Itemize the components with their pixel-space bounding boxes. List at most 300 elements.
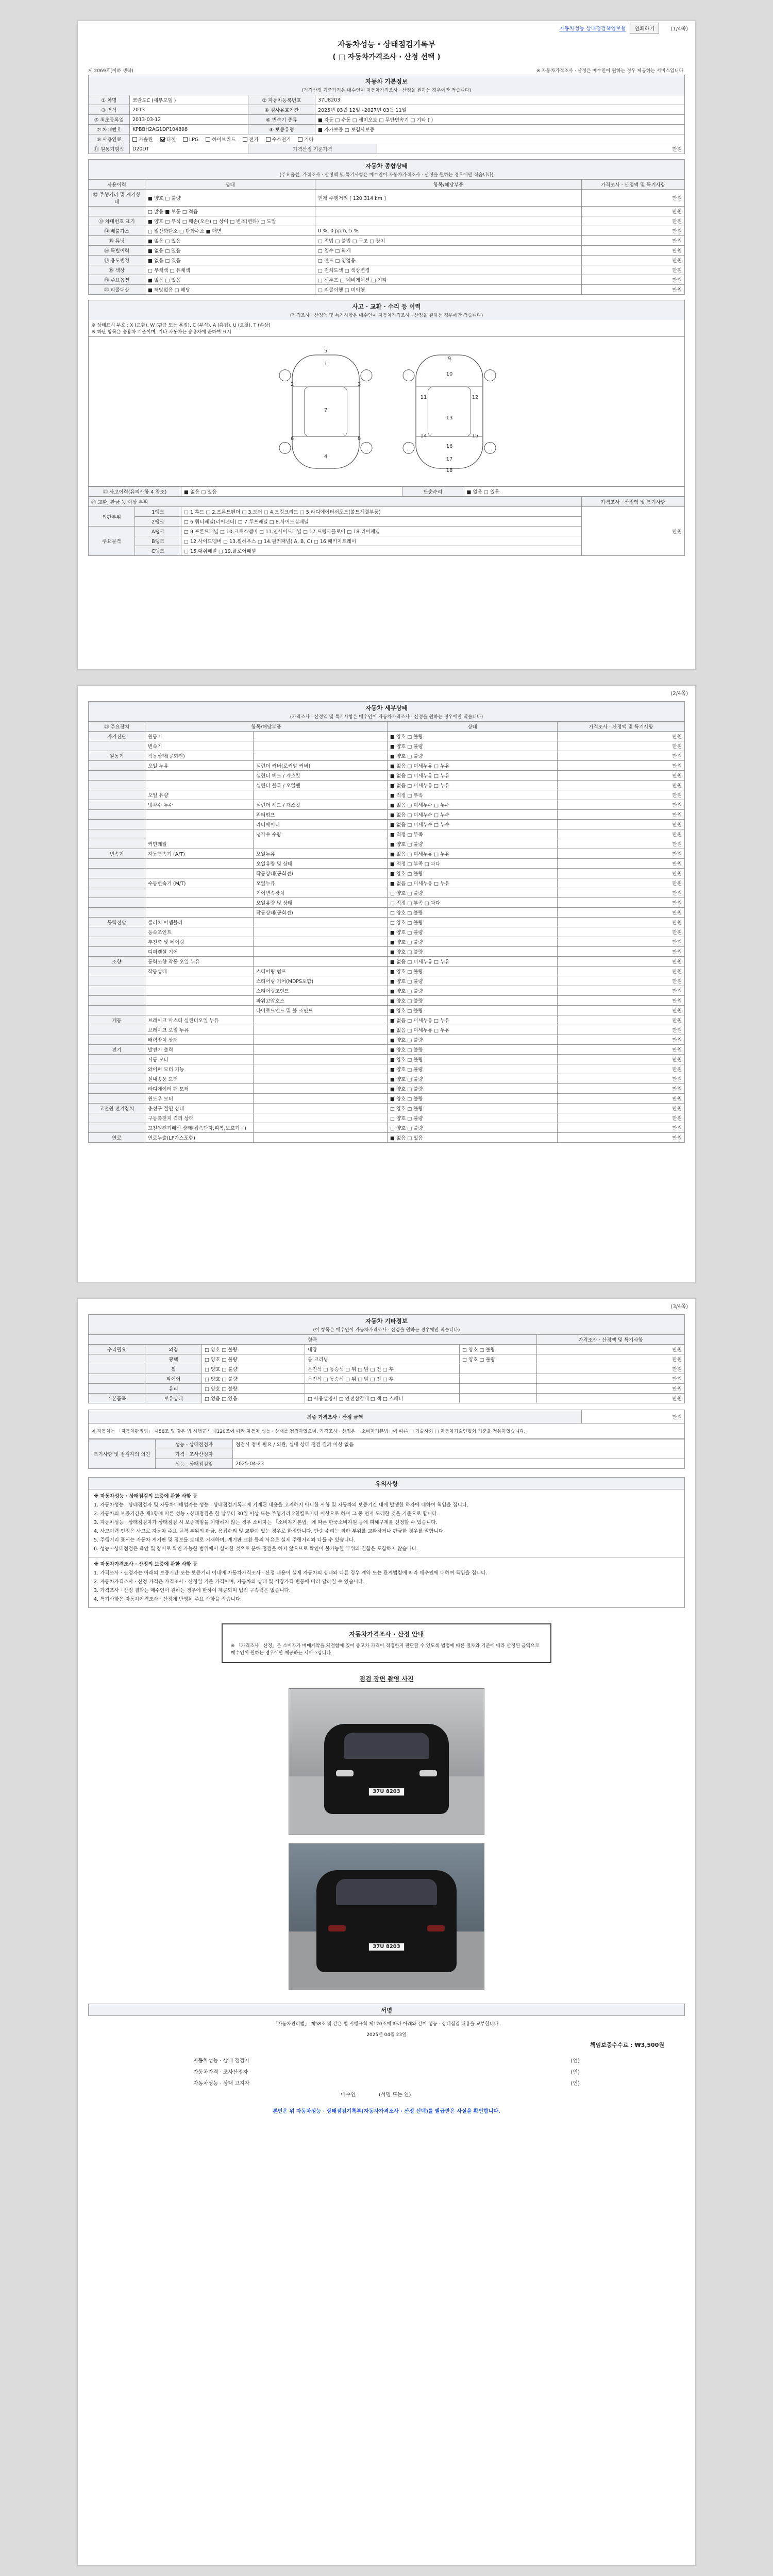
basic-value: 2025년 03월 12일~2027년 03월 11일 bbox=[315, 105, 685, 115]
receiver-sign: (서명 또는 인) bbox=[379, 2092, 411, 2098]
detail-header: ㉓ 주요장치 bbox=[89, 722, 145, 732]
detail-unit: 만원 bbox=[558, 888, 685, 898]
meta-right: ※ 자동차가격조사 · 산정은 매수인이 원하는 경우 제공하는 서비스입니다. bbox=[536, 69, 685, 74]
checkbox-icon[interactable] bbox=[183, 137, 188, 142]
special-row bbox=[89, 1439, 685, 1449]
notice-item: 2. 자동차의 보증기간은 제1항에 따른 성능 · 상태점검을 한 날부터 30일 이상 또는 주행거리 2천킬로미터 이상으로 하며 그 중 먼저 도래한 것을 기준으로 합니다. bbox=[94, 1511, 439, 1517]
detail-part bbox=[254, 1055, 388, 1064]
detail-row bbox=[89, 1074, 685, 1084]
detail-note: (가격조사 · 산정액 및 특기사항은 매수인이 자동차가격조사 · 산정을 원하는 경우에만 적습니다) bbox=[88, 713, 685, 721]
detail-state: ■ 없음 □ 있음 bbox=[388, 1133, 558, 1143]
detail-state: ■ 없음 □ 미세누유 □ 누유 bbox=[388, 781, 558, 790]
detail-part bbox=[254, 918, 388, 927]
status-name: ⑰ 용도변경 bbox=[89, 256, 145, 265]
insurance-link[interactable]: 자동차성능 상태점검책임보험 bbox=[559, 26, 626, 32]
detail-state: ■ 양호 □ 불량 bbox=[388, 751, 558, 761]
detail-state: ■ 양호 □ 불량 bbox=[388, 986, 558, 996]
detail-header: 항목/해당부품 bbox=[145, 722, 388, 732]
fuel-option bbox=[243, 137, 258, 143]
basic-row bbox=[89, 115, 685, 125]
detail-row bbox=[89, 878, 685, 888]
page-number: (2/4쪽) bbox=[670, 691, 688, 697]
detail-row bbox=[89, 918, 685, 927]
detail-item: 발전기 출력 bbox=[145, 1045, 254, 1055]
notice-warranty bbox=[88, 1489, 685, 1557]
car-diagram-svg bbox=[89, 337, 685, 486]
status-unit: 만원 bbox=[582, 256, 685, 265]
detail-unit: 만원 bbox=[558, 986, 685, 996]
detail-state: ■ 없음 □ 미세누수 □ 누수 bbox=[388, 820, 558, 829]
price-guide-text: ※ 「가격조사 · 산정」은 소비자가 매매계약을 체결함에 있어 중고차 가격이 적정한지 판단할 수 있도록 법령에 따른 절차와 기준에 따라 산정된 금액으로 매수인이 원하는 경우에만 제공하는 서비스입니다. bbox=[231, 1643, 540, 1656]
detail-section bbox=[88, 701, 685, 1143]
extra-group bbox=[89, 1354, 145, 1364]
document-title: 자동차성능 · 상태점검기록부 bbox=[337, 40, 436, 49]
detail-state: ■ 양호 □ 불량 bbox=[388, 1064, 558, 1074]
detail-state: ■ 없음 □ 미세누유 □ 누유 bbox=[388, 761, 558, 771]
detail-part: 스티어링 기어(MDPS포함) bbox=[254, 976, 388, 986]
detail-state: ■ 양호 □ 불량 bbox=[388, 839, 558, 849]
checkbox-icon[interactable] bbox=[132, 137, 137, 142]
notice-price-title: ※ 자동차가격조사 · 산정의 보증에 관한 사항 등 bbox=[94, 1562, 198, 1567]
detail-item: 오일 유량 bbox=[145, 790, 254, 800]
sign-band: 서명 bbox=[88, 2004, 685, 2016]
detail-group bbox=[89, 859, 145, 869]
notice-item: 1. 가격조사 · 산정자는 아래의 보증기간 또는 보증거리 이내에 자동차가격조사 · 산정 내용이 실제 자동차의 상태와 다른 경우 계약 또는 관계법령에 따라 매수인에 대하여 책임을 집니다. bbox=[94, 1570, 488, 1576]
extra-item2: 룸 크리닝 bbox=[305, 1354, 460, 1364]
status-detail: 현재 주행거리 [ 120,314 km ] bbox=[315, 190, 582, 207]
detail-item: 커먼레일 bbox=[145, 839, 254, 849]
photo-plate-rear: 37U 8203 bbox=[368, 1943, 405, 1951]
status-table bbox=[88, 179, 685, 295]
detail-unit: 만원 bbox=[558, 1074, 685, 1084]
document-subtitle: ( □ 자동차가격조사 · 산정 선택 ) bbox=[332, 53, 441, 61]
special-table bbox=[88, 1439, 685, 1469]
detail-group: 동력전달 bbox=[89, 918, 145, 927]
detail-unit: 만원 bbox=[558, 1055, 685, 1064]
basic-info-table bbox=[88, 95, 685, 154]
detail-group bbox=[89, 810, 145, 820]
detail-part: 스티어링 펌프 bbox=[254, 967, 388, 976]
detail-part: 파워고압호스 bbox=[254, 996, 388, 1006]
detail-unit: 만원 bbox=[558, 829, 685, 839]
detail-state: ■ 없음 □ 미세누유 □ 누유 bbox=[388, 849, 558, 859]
detail-state: ■ 없음 □ 미세누유 □ 누유 bbox=[388, 1015, 558, 1025]
special-row-label: 가격 · 조사산정자 bbox=[156, 1449, 233, 1459]
extra-unit: 만원 bbox=[537, 1364, 685, 1374]
detail-unit: 만원 bbox=[558, 869, 685, 878]
detail-part bbox=[254, 839, 388, 849]
price-base-label: 가격산정 기준가격 bbox=[248, 144, 377, 154]
fuel-option bbox=[183, 137, 198, 143]
status-state: ■ 없음 □ 있음 bbox=[145, 246, 315, 256]
simple-repair-value: ■ 없음 □ 있음 bbox=[464, 487, 685, 497]
detail-row bbox=[89, 1113, 685, 1123]
sign-date: 2025년 04월 23일 bbox=[366, 2032, 407, 2038]
detail-part bbox=[254, 937, 388, 947]
detail-part: 작동상태(공회전) bbox=[254, 869, 388, 878]
extra-group bbox=[89, 1384, 145, 1394]
page-number: (1/4쪽) bbox=[670, 26, 688, 32]
detail-state: ■ 양호 □ 불량 bbox=[388, 1045, 558, 1055]
extra-state: □ 양호 □ 불량 bbox=[202, 1354, 305, 1364]
detail-unit: 만원 bbox=[558, 732, 685, 741]
basic-value-main: 코란도C bbox=[132, 98, 150, 104]
detail-item bbox=[145, 986, 254, 996]
status-state: ■ 양호 □ 불량 bbox=[145, 190, 315, 207]
detail-part bbox=[254, 1064, 388, 1074]
page-2 bbox=[77, 685, 696, 1283]
detail-row bbox=[89, 927, 685, 937]
detail-part bbox=[254, 741, 388, 751]
detail-state: ■ 없음 □ 미세누수 □ 누수 bbox=[388, 810, 558, 820]
notice-item: 3. 자동차성능 · 상태점검자가 상태점검 시 보증책임을 이행하지 않는 경우 소비자는 「소비자기본법」에 따른 한국소비자원 등에 피해구제를 신청할 수 있습니다. bbox=[94, 1520, 438, 1526]
rank-name: A랭크 bbox=[135, 527, 181, 536]
detail-row bbox=[89, 781, 685, 790]
status-header: 항목/해당부품 bbox=[315, 180, 582, 190]
basic-label: ⑦ 차대번호 bbox=[89, 125, 130, 134]
detail-group bbox=[89, 878, 145, 888]
rank-name: 1랭크 bbox=[135, 507, 181, 517]
detail-item bbox=[145, 898, 254, 908]
status-row bbox=[89, 275, 685, 285]
detail-row bbox=[89, 1084, 685, 1094]
extra-state: □ 없음 □ 있음 bbox=[202, 1394, 305, 1403]
extra-row bbox=[89, 1354, 685, 1364]
page-1 bbox=[77, 21, 696, 670]
status-state: ■ 없음 □ 있음 bbox=[145, 275, 315, 285]
extra-unit: 만원 bbox=[537, 1394, 685, 1403]
basic-label: ③ 연식 bbox=[89, 105, 130, 115]
detail-group bbox=[89, 986, 145, 996]
panel-number: 10 bbox=[446, 371, 453, 377]
extra-unit: 만원 bbox=[537, 1354, 685, 1364]
detail-unit: 만원 bbox=[558, 1123, 685, 1133]
signer-row bbox=[191, 2054, 582, 2065]
detail-group bbox=[89, 996, 145, 1006]
fuel-option-label: 가솔린 bbox=[139, 137, 153, 143]
detail-part bbox=[254, 790, 388, 800]
detail-unit: 만원 bbox=[558, 918, 685, 927]
panel-number: 16 bbox=[446, 444, 453, 449]
detail-state: ■ 없음 □ 미세누유 □ 누유 bbox=[388, 878, 558, 888]
basic-info-band: 자동차 기본정보 bbox=[88, 75, 685, 87]
extra-item2 bbox=[305, 1384, 460, 1394]
detail-group bbox=[89, 1094, 145, 1104]
detail-group: 조향 bbox=[89, 957, 145, 967]
detail-item: 작동상태 bbox=[145, 967, 254, 976]
detail-part bbox=[254, 1045, 388, 1055]
detail-state: □ 양호 □ 불량 bbox=[388, 1113, 558, 1123]
status-header: 사용이력 bbox=[89, 180, 145, 190]
detail-part: 스티어링조인트 bbox=[254, 986, 388, 996]
status-state: □ 많음 ■ 보통 □ 적음 bbox=[145, 207, 315, 216]
detail-item: 충전구 절연 상태 bbox=[145, 1104, 254, 1113]
detail-item: 동력조향 작동 오일 누유 bbox=[145, 957, 254, 967]
detail-part bbox=[254, 1113, 388, 1123]
detail-part: 오일누유 bbox=[254, 878, 388, 888]
detail-state: ■ 양호 □ 불량 bbox=[388, 741, 558, 751]
detail-unit: 만원 bbox=[558, 810, 685, 820]
detail-row bbox=[89, 732, 685, 741]
basic-value-sub: (세부모델 ) bbox=[152, 98, 176, 104]
detail-part: 기어변속장치 bbox=[254, 888, 388, 898]
page-3 bbox=[77, 1298, 696, 2566]
special-row-value: 점검시 정비 필요 / 외관, 실내 상태 점검 결과 이상 없음 bbox=[233, 1439, 685, 1449]
detail-item: 시동 모터 bbox=[145, 1055, 254, 1064]
detail-group bbox=[89, 741, 145, 751]
detail-group bbox=[89, 937, 145, 947]
detail-state: ■ 양호 □ 불량 bbox=[388, 927, 558, 937]
detail-header: 가격조사 · 산정액 및 특기사항 bbox=[558, 722, 685, 732]
status-state: ■ 없음 □ 있음 bbox=[145, 236, 315, 246]
extra-group bbox=[89, 1364, 145, 1374]
detail-part: 작동상태(공회전) bbox=[254, 908, 388, 918]
extra-group bbox=[89, 1374, 145, 1384]
status-detail: □ 선루프 □ 네비게이션 □ 기타 bbox=[315, 275, 582, 285]
accident-legend bbox=[88, 320, 685, 337]
checkbox-icon[interactable] bbox=[206, 137, 210, 142]
rank-items: □ 6.쿼터패널(리어펜더) □ 7.루프패널 □ 8.사이드실패널 bbox=[181, 517, 582, 527]
detail-row bbox=[89, 1045, 685, 1055]
detail-part bbox=[254, 947, 388, 957]
detail-unit: 만원 bbox=[558, 1035, 685, 1045]
checkbox-icon[interactable] bbox=[243, 137, 247, 142]
basic-row bbox=[89, 105, 685, 115]
fuel-option-label: 하이브리드 bbox=[212, 137, 236, 143]
detail-part: 워터펌프 bbox=[254, 810, 388, 820]
rank-items: □ 9.프론트패널 □ 10.크로스멤버 □ 11.인사이드패널 □ 17.트렁크플로어 □ 18.리어패널 bbox=[181, 527, 582, 536]
notice-item: 4. 사고이력 인정은 사고로 자동차 주요 골격 부위의 판금, 용접수리 및 교환이 있는 경우로 한정합니다. 단순 수리는 외판 부위를 교환하거나 판금한 경우를 말합니다. bbox=[94, 1529, 445, 1534]
detail-state: ■ 양호 □ 불량 bbox=[388, 996, 558, 1006]
detail-item: 고전원전기배선 상태(접속단자,피복,보호기구) bbox=[145, 1123, 254, 1133]
detail-part bbox=[254, 1094, 388, 1104]
detail-header: 상태 bbox=[388, 722, 558, 732]
detail-state: ■ 없음 □ 미세누유 □ 누유 bbox=[388, 771, 558, 781]
detail-group bbox=[89, 1025, 145, 1035]
detail-unit: 만원 bbox=[558, 996, 685, 1006]
panel-number: 14 bbox=[420, 433, 427, 439]
detail-row bbox=[89, 1006, 685, 1015]
detail-group bbox=[89, 790, 145, 800]
extra-row bbox=[89, 1364, 685, 1374]
detail-part bbox=[254, 732, 388, 741]
detail-state: □ 적정 □ 부족 □ 과다 bbox=[388, 898, 558, 908]
frame-table bbox=[88, 497, 685, 556]
detail-row bbox=[89, 947, 685, 957]
detail-group: 전기 bbox=[89, 1045, 145, 1055]
detail-item: 구동축전지 격리 상태 bbox=[145, 1113, 254, 1123]
detail-unit: 만원 bbox=[558, 1064, 685, 1074]
status-detail: □ 적법 □ 불법 □ 구조 □ 장치 bbox=[315, 236, 582, 246]
detail-unit: 만원 bbox=[558, 1113, 685, 1123]
detail-row bbox=[89, 771, 685, 781]
basic-value bbox=[130, 115, 248, 125]
basic-value bbox=[130, 105, 248, 115]
detail-state: □ 양호 □ 불량 bbox=[388, 1104, 558, 1113]
detail-state: ■ 양호 □ 불량 bbox=[388, 1055, 558, 1064]
detail-unit: 만원 bbox=[558, 1094, 685, 1104]
rank-name: C랭크 bbox=[135, 546, 181, 556]
status-name: ⑮ 튜닝 bbox=[89, 236, 145, 246]
accident-section bbox=[88, 300, 685, 556]
panel-number: 15 bbox=[472, 433, 479, 439]
detail-unit: 만원 bbox=[558, 957, 685, 967]
detail-row bbox=[89, 810, 685, 820]
status-note: (주요옵션, 가격조사 · 산정액 및 특기사항은 매수인이 자동차가격조사 · 산정을 원하는 경우에만 적습니다) bbox=[88, 171, 685, 179]
checkbox-icon[interactable] bbox=[266, 137, 271, 142]
detail-item bbox=[145, 1006, 254, 1015]
extra-table bbox=[88, 1334, 685, 1403]
extra-item: 보유상태 bbox=[145, 1394, 202, 1403]
detail-item: 오일 누유 bbox=[145, 761, 254, 771]
basic-label: ④ 검사유효기간 bbox=[248, 105, 315, 115]
detail-unit: 만원 bbox=[558, 898, 685, 908]
detail-part bbox=[254, 751, 388, 761]
detail-item bbox=[145, 829, 254, 839]
main-frame-label: 주요골격 bbox=[89, 527, 135, 556]
status-unit: 만원 bbox=[582, 226, 685, 236]
meta-line bbox=[88, 67, 685, 74]
status-row bbox=[89, 256, 685, 265]
detail-group bbox=[89, 1084, 145, 1094]
fuel-option-label: 기타 bbox=[304, 137, 314, 143]
status-state: ■ 없음 □ 있음 bbox=[145, 256, 315, 265]
basic-value-main: KPBBH2AG1DP104898 bbox=[132, 126, 188, 132]
signer-mark: (인) bbox=[570, 2069, 580, 2075]
panel-number: 18 bbox=[446, 468, 453, 473]
detail-part bbox=[254, 1084, 388, 1094]
detail-item: 작동상태(공회전) bbox=[145, 751, 254, 761]
detail-item: 실내송풍 모터 bbox=[145, 1074, 254, 1084]
detail-group bbox=[89, 967, 145, 976]
detail-unit: 만원 bbox=[558, 781, 685, 790]
detail-item bbox=[145, 888, 254, 898]
detail-unit: 만원 bbox=[558, 849, 685, 859]
panel-number: 5 bbox=[324, 348, 328, 354]
basic-value: ■ 자가보증 □ 보험사보증 bbox=[315, 125, 685, 134]
detail-group bbox=[89, 1123, 145, 1133]
detail-row bbox=[89, 1055, 685, 1064]
detail-part: 오일유량 및 상태 bbox=[254, 898, 388, 908]
basic-info-note: (가격산정 기준가격은 매수인이 자동차가격조사 · 산정을 원하는 경우에만 적습니다) bbox=[88, 87, 685, 95]
detail-item: 배력장치 상태 bbox=[145, 1035, 254, 1045]
signer-row bbox=[191, 2065, 582, 2077]
detail-state: ■ 적정 □ 부족 bbox=[388, 790, 558, 800]
fuel-option bbox=[132, 137, 153, 143]
status-detail: □ 전체도색 □ 색상변경 bbox=[315, 265, 582, 275]
detail-row bbox=[89, 849, 685, 859]
extra-state2 bbox=[460, 1384, 537, 1394]
accident-band: 사고 · 교환 · 수리 등 이력 bbox=[88, 300, 685, 312]
extra-group: 기본품목 bbox=[89, 1394, 145, 1403]
receiver-label: 매수인 bbox=[341, 2092, 356, 2098]
extra-item: 광택 bbox=[145, 1354, 202, 1364]
detail-part: 라디에이터 bbox=[254, 820, 388, 829]
extra-note: (이 항목은 매수인이 자동차가격조사 · 산정을 원하는 경우에만 적습니다) bbox=[88, 1326, 685, 1334]
detail-unit: 만원 bbox=[558, 741, 685, 751]
detail-table bbox=[88, 721, 685, 1143]
status-unit: 만원 bbox=[582, 285, 685, 295]
status-detail: □ 렌트 □ 영업용 bbox=[315, 256, 582, 265]
print-button[interactable]: 인쇄하기 bbox=[630, 23, 659, 33]
rank-items: □ 12.사이드멤버 □ 13.휠하우스 □ 14.필러패널( A, B, C) □ 16.패키지트레이 bbox=[181, 536, 582, 546]
extra-unit: 만원 bbox=[537, 1384, 685, 1394]
detail-part bbox=[254, 957, 388, 967]
page-number: (3/4쪽) bbox=[670, 1304, 688, 1310]
status-state: ■ 해당없음 □ 해당 bbox=[145, 285, 315, 295]
detail-unit: 만원 bbox=[558, 1045, 685, 1055]
panel-number: 12 bbox=[472, 395, 479, 400]
fuel-label: ⑨ 사용연료 bbox=[89, 134, 130, 144]
status-unit: 만원 bbox=[582, 216, 685, 226]
status-name: ⑳ 리콜대상 bbox=[89, 285, 145, 295]
panel-number: 2 bbox=[290, 382, 294, 387]
detail-row bbox=[89, 790, 685, 800]
detail-group bbox=[89, 1035, 145, 1045]
detail-state: ■ 양호 □ 불량 bbox=[388, 967, 558, 976]
accident-legend-line1: ※ 상태표시 부호 : X (교환), W (판금 또는 용접), C (부식), A (흠집), U (요철), T (손상) bbox=[92, 323, 271, 328]
detail-unit: 만원 bbox=[558, 927, 685, 937]
status-row bbox=[89, 265, 685, 275]
detail-unit: 만원 bbox=[558, 1025, 685, 1035]
accident-history-value: ■ 없음 □ 있음 bbox=[181, 487, 402, 497]
fuel-option-label: LPG bbox=[189, 137, 199, 143]
fuel-option bbox=[266, 137, 291, 143]
basic-value-main: 2013 bbox=[132, 107, 145, 113]
detail-item bbox=[145, 810, 254, 820]
detail-part: 실린더 커버(로커암 커버) bbox=[254, 761, 388, 771]
detail-unit: 만원 bbox=[558, 751, 685, 761]
special-row-label: 성능 · 상태점검자 bbox=[156, 1439, 233, 1449]
detail-group: 연료 bbox=[89, 1133, 145, 1143]
detail-row bbox=[89, 820, 685, 829]
status-row bbox=[89, 246, 685, 256]
panel-number: 1 bbox=[324, 361, 328, 367]
extra-item2: 운전석 □ 동승석 □ 뒤 □ 앞 □ 전 □ 후 bbox=[305, 1364, 460, 1374]
special-row bbox=[89, 1459, 685, 1469]
detail-item: 등속조인트 bbox=[145, 927, 254, 937]
basic-label: ② 자동차등록번호 bbox=[248, 95, 315, 105]
special-row bbox=[89, 1449, 685, 1459]
signer-mark: (인) bbox=[570, 2058, 580, 2064]
detail-group bbox=[89, 829, 145, 839]
detail-item bbox=[145, 781, 254, 790]
extra-item: 타이어 bbox=[145, 1374, 202, 1384]
detail-unit: 만원 bbox=[558, 800, 685, 810]
detail-state: ■ 양호 □ 불량 bbox=[388, 732, 558, 741]
checkbox-icon[interactable] bbox=[298, 137, 303, 142]
special-row-value: 2025-04-23 bbox=[233, 1459, 685, 1469]
photo-plate-front: 37U 8203 bbox=[368, 1788, 405, 1796]
notice-item: 3. 가격조사 · 산정 결과는 매수인이 원하는 경우에 한하여 제공되며 법적 구속력은 없습니다. bbox=[94, 1588, 291, 1594]
frame-note: 가격조사 · 산정액 및 특기사항 bbox=[582, 497, 685, 507]
panel-number: 11 bbox=[420, 395, 427, 400]
detail-item bbox=[145, 976, 254, 986]
detail-unit: 만원 bbox=[558, 1104, 685, 1113]
detail-item: 윈도우 모터 bbox=[145, 1094, 254, 1104]
status-detail: 0 %, 0 ppm, 5 % bbox=[315, 226, 582, 236]
basic-label: ① 차명 bbox=[89, 95, 130, 105]
extra-state: □ 양호 □ 불량 bbox=[202, 1345, 305, 1354]
checkbox-icon[interactable] bbox=[160, 137, 165, 142]
status-unit: 만원 bbox=[582, 265, 685, 275]
extra-item2: 내장 bbox=[305, 1345, 460, 1354]
detail-unit: 만원 bbox=[558, 761, 685, 771]
detail-item: 브레이크 마스터 실린더오일 누유 bbox=[145, 1015, 254, 1025]
photo-band: 점검 장면 촬영 사진 bbox=[359, 1675, 414, 1683]
special-row-value bbox=[233, 1449, 685, 1459]
detail-group bbox=[89, 976, 145, 986]
